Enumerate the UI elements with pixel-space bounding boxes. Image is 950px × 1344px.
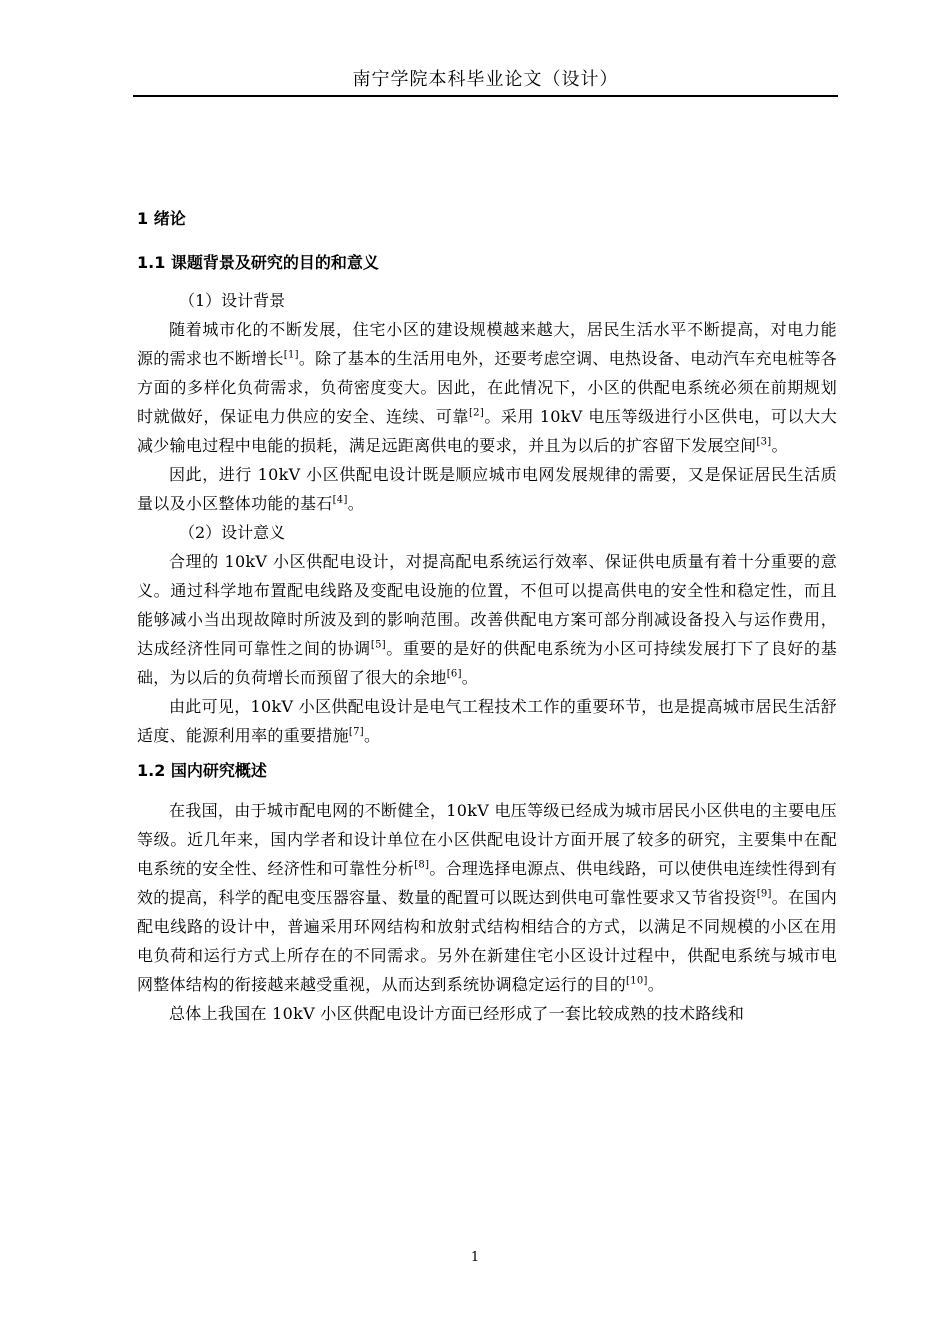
header-rule <box>133 95 838 97</box>
citation-marker: [10] <box>626 975 648 987</box>
paragraph: 合理的 10kV 小区供配电设计，对提高配电系统运行效率、保证供电质量有着十分重要的意义。通过科学地布置配电线路及变配电设施的位置，不但可以提高供电的安全性和稳定性，而且能够减小当出现故障时所波及到的影响范围。改善供配电方案可部分削减设备投入与运作费用，达成经济性同可靠性之间的协调[5]。重要的是好的供配电系统为小区可持续发展打下了良好的基础，为以后的负荷增长而预留了很大的余地[6]。 <box>137 552 837 687</box>
citation-marker: [3] <box>756 436 772 448</box>
citation-marker: [4] <box>332 494 348 506</box>
citation-marker: [6] <box>446 668 462 680</box>
subsection-label: （1）设计背景 <box>179 291 286 310</box>
citation-marker: [8] <box>414 859 430 871</box>
citation-marker: [2] <box>468 407 485 419</box>
subsection-label: （2）设计意义 <box>179 523 286 542</box>
citation-marker: [1] <box>283 349 299 361</box>
citation-marker: [5] <box>370 639 386 651</box>
citation-marker: [9] <box>756 888 772 900</box>
paragraph: 随着城市化的不断发展，住宅小区的建设规模越来越大，居民生活水平不断提高，对电力能源的需求也不断增长[1]。除了基本的生活用电外，还要考虑空调、电热设备、电动汽车充电桩等各方面的多样化负荷需求，负荷密度变大。因此，在此情况下，小区的供配电系统必须在前期规划时就做好，保证电力供应的安全、连续、可靠[2]。采用 10kV 电压等级进行小区供电，可以大大减少输电过程中电能的损耗，满足远距离供电的要求，并且为以后的扩容留下发展空间[3]。 <box>137 320 838 455</box>
paragraph: 在我国，由于城市配电网的不断健全，10kV 电压等级已经成为城市居民小区供电的主要电压等级。近几年来，国内学者和设计单位在小区供配电设计方面开展了较多的研究，主要集中在配电系统的安全性、经济性和可靠性分析[8]。合理选择电源点、供电线路，可以使供电连续性得到有效的提高，科学的配电变压器容量、数量的配置可以既达到供电可靠性要求又节省投资[9]。在国内配电线路的设计中，普遍采用环网结构和放射式结构相结合的方式，以满足不同规模的小区在用电负荷和运行方式上所存在的不同需求。另外在新建住宅小区设计过程中，供配电系统与城市电网整体结构的衔接越来越受重视，从而达到系统协调稳定运行的目的[10]。 <box>137 801 837 994</box>
paragraph: 总体上我国在 10kV 小区供配电设计方面已经形成了一套比较成熟的技术路线和 <box>169 1004 745 1023</box>
section-heading: 1.1 课题背景及研究的目的和意义 <box>137 253 379 272</box>
chapter-title: 1 绪论 <box>137 209 186 228</box>
page-header: 南宁学院本科毕业论文（设计） <box>352 69 619 90</box>
document-body <box>137 206 837 1028</box>
page-number: 1 <box>470 1250 480 1265</box>
section-heading: 1.2 国内研究概述 <box>137 761 267 780</box>
paragraph: 由此可见，10kV 小区供配电设计是电气工程技术工作的重要环节，也是提高城市居民生活舒适度、能源利用率的重要措施[7]。 <box>137 697 837 745</box>
citation-marker: [7] <box>348 726 364 738</box>
paragraph: 因此，进行 10kV 小区供配电设计既是顺应城市电网发展规律的需要，又是保证居民生活质量以及小区整体功能的基石[4]。 <box>137 465 837 513</box>
